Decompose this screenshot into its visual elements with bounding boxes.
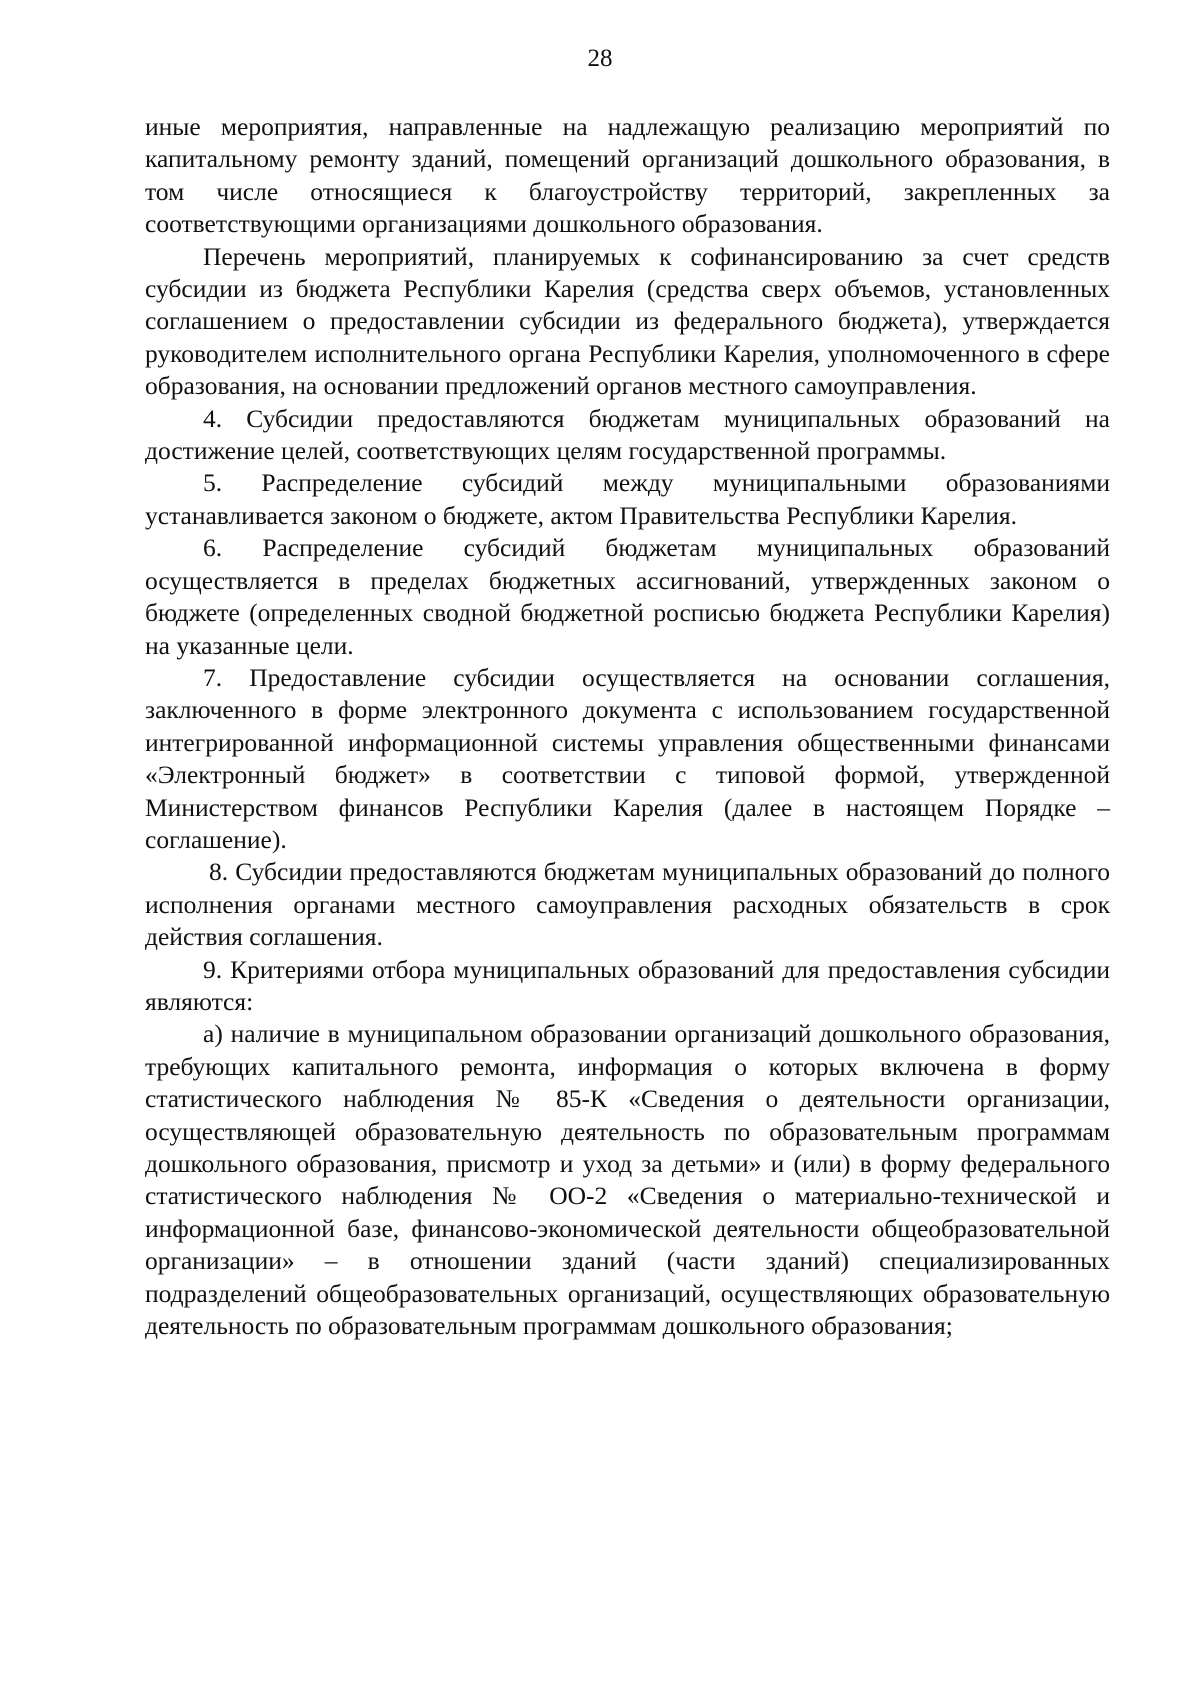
paragraph-continuation: иные мероприятия, направленные на надлежащую реализацию мероприятий по капитальному ремонту зданий, помещений организаций дошкольного образования, в том числе относящиеся к благоустройству территорий, закрепленных за соответствующими организациями дошкольного образования. [145, 112, 1110, 239]
paragraph-item-6: 6. Распределение субсидий бюджетам муниципальных образований осуществляется в пределах бюджетных ассигнований, утвержденных законом о бюджете (определенных сводной бюджетной росписью бюджета Республики Карелия) на указанные цели. [145, 533, 1110, 660]
paragraph-item-9: 9. Критериями отбора муниципальных образований для предоставления субсидии являются: [145, 954, 1110, 1016]
paragraph-item-8: 8. Субсидии предоставляются бюджетам муниципальных образований до полного исполнения органами местного самоуправления расходных обязательств в срок действия соглашения. [145, 857, 1110, 952]
paragraph-activities-list: Перечень мероприятий, планируемых к софинансированию за счет средств субсидии из бюджета Республики Карелия (средства сверх объемов, установленных соглашением о предоставлении субсидии из федерального бюджета), утверждается руководителем исполнительного органа Республики Карелия, уполномоченного в сфере образования, на основании предложений органов местного самоуправления. [145, 241, 1110, 401]
page-number: 28 [587, 45, 613, 72]
paragraph-item-5: 5. Распределение субсидий между муниципальными образованиями устанавливается законом о бюджете, актом Правительства Республики Карелия. [145, 468, 1110, 530]
document-body [145, 111, 1110, 1342]
paragraph-item-7: 7. Предоставление субсидии осуществляется на основании соглашения, заключенного в форме электронного документа с использованием государственной интегрированной информационной системы управления общественными финансами «Электронный бюджет» в соответствии с типовой формой, утвержденной Министерством финансов Республики Карелия (далее в настоящем Порядке – соглашение). [145, 662, 1110, 854]
paragraph-item-4: 4. Субсидии предоставляются бюджетам муниципальных образований на достижение целей, соответствующих целям государственной программы. [145, 403, 1110, 466]
paragraph-item-9a: а) наличие в муниципальном образовании организаций дошкольного образования, требующих капитального ремонта, информация о которых включена в форму статистического наблюдения № 85-К «Сведения о деятельности организации, осуществляющей образовательную деятельность по образовательным программам дошкольного образования, присмотр и уход за детьми» и (или) в форму федерального статистического наблюдения № ОО-2 «Сведения о материально-технической и информационной базе, финансово-экономической деятельности общеобразовательной организации» – в отношении зданий (части зданий) специализированных подразделений общеобразовательных организаций, осуществляющих образовательную деятельность по образовательным программам дошкольного образования; [145, 1019, 1110, 1341]
